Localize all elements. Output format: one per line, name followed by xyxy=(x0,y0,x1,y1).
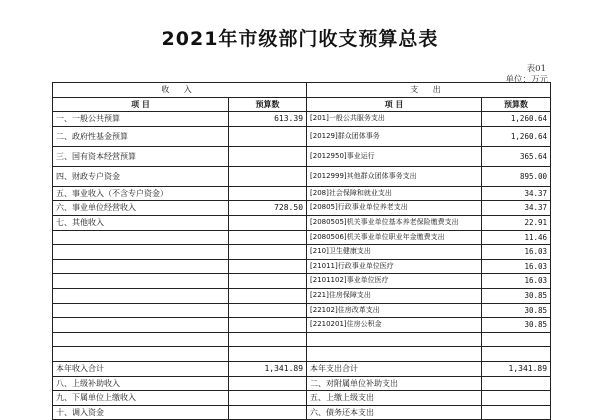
page-title: 2021年市级部门收支预算总表 xyxy=(161,28,439,50)
expense-label xyxy=(307,332,482,347)
table-row xyxy=(53,215,551,230)
income-label xyxy=(53,259,229,274)
income-amount xyxy=(229,288,307,303)
table-row xyxy=(53,274,551,289)
income-label: 五、事业收入（不含专户资金） xyxy=(53,186,229,201)
income-item-header: 项 目 xyxy=(53,97,229,112)
expense-amount: 895.00 xyxy=(482,166,551,186)
expense-amount: 16.03 xyxy=(482,274,551,289)
expense-amount: 34.37 xyxy=(482,201,551,216)
income-label xyxy=(53,303,229,318)
expense-label xyxy=(307,347,482,362)
income-amount xyxy=(229,376,307,391)
expense-label: [20805]行政事业单位养老支出 xyxy=(307,201,482,216)
table-row xyxy=(53,376,551,391)
income-label: 四、财政专户资金 xyxy=(53,166,229,186)
income-amount xyxy=(229,186,307,201)
expense-amount: 11.46 xyxy=(482,230,551,245)
table-row xyxy=(53,245,551,260)
expense-label: [2101102]事业单位医疗 xyxy=(307,274,482,289)
expense-amount-header: 预算数 xyxy=(482,97,551,112)
table-row xyxy=(53,201,551,216)
expense-amount: 22.91 xyxy=(482,215,551,230)
expense-label: [208]社会保障和就业支出 xyxy=(307,186,482,201)
income-label: 二、政府性基金预算 xyxy=(53,126,229,146)
totals-row xyxy=(53,361,551,376)
unit-label: 单位：万元 xyxy=(505,75,548,85)
table-row xyxy=(53,259,551,274)
income-total-amount: 1,341.89 xyxy=(229,361,307,376)
income-amount xyxy=(229,230,307,245)
income-amount xyxy=(229,215,307,230)
expense-amount: 16.03 xyxy=(482,245,551,260)
expense-item-header: 项 目 xyxy=(307,97,482,112)
expense-amount xyxy=(482,376,551,391)
expense-label: [2080506]机关事业单位职业年金缴费支出 xyxy=(307,230,482,245)
income-label: 六、事业单位经营收入 xyxy=(53,201,229,216)
income-amount: 728.50 xyxy=(229,201,307,216)
expense-label: [2012950]事业运行 xyxy=(307,146,482,166)
expense-label: 二、对附属单位补助支出 xyxy=(307,376,482,391)
income-amount xyxy=(229,405,307,420)
income-total-label: 本年收入合计 xyxy=(53,361,229,376)
income-amount xyxy=(229,347,307,362)
income-label: 十、调入资金 xyxy=(53,405,229,420)
form-number: 表01 xyxy=(526,64,546,74)
column-header-row xyxy=(53,97,551,112)
table-row xyxy=(53,391,551,406)
expense-amount: 1,260.64 xyxy=(482,126,551,146)
income-label: 三、国有资本经营预算 xyxy=(53,146,229,166)
income-label xyxy=(53,274,229,289)
expense-label: [20129]群众团体事务 xyxy=(307,126,482,146)
table-row xyxy=(53,405,551,420)
income-amount xyxy=(229,245,307,260)
expense-amount: 30.85 xyxy=(482,318,551,333)
expense-total-amount: 1,341.89 xyxy=(482,361,551,376)
expense-label: 五、上缴上级支出 xyxy=(307,391,482,406)
income-label xyxy=(53,318,229,333)
income-amount xyxy=(229,146,307,166)
income-amount xyxy=(229,166,307,186)
income-label xyxy=(53,347,229,362)
income-amount xyxy=(229,391,307,406)
expense-label: [22102]住房改革支出 xyxy=(307,303,482,318)
expense-label: [2210201]住房公积金 xyxy=(307,318,482,333)
expense-amount: 16.03 xyxy=(482,259,551,274)
expense-label: [21011]行政事业单位医疗 xyxy=(307,259,482,274)
income-amount xyxy=(229,332,307,347)
table-row xyxy=(53,186,551,201)
expense-amount xyxy=(482,391,551,406)
expense-amount xyxy=(482,347,551,362)
expense-section-header: 支 出 xyxy=(307,83,551,98)
income-label xyxy=(53,332,229,347)
expense-label: [2012999]其他群众团体事务支出 xyxy=(307,166,482,186)
table-row xyxy=(53,288,551,303)
table-row xyxy=(53,166,551,186)
income-amount xyxy=(229,303,307,318)
expense-label: 六、债务还本支出 xyxy=(307,405,482,420)
income-label: 一、一般公共预算 xyxy=(53,112,229,127)
income-amount xyxy=(229,318,307,333)
table-row xyxy=(53,303,551,318)
expense-amount: 30.85 xyxy=(482,303,551,318)
table-row xyxy=(53,230,551,245)
expense-amount: 34.37 xyxy=(482,186,551,201)
expense-label: [221]住房保障支出 xyxy=(307,288,482,303)
income-label xyxy=(53,288,229,303)
table-row xyxy=(53,146,551,166)
expense-amount xyxy=(482,332,551,347)
income-amount xyxy=(229,259,307,274)
expense-amount: 1,260.64 xyxy=(482,112,551,127)
expense-amount: 30.85 xyxy=(482,288,551,303)
table-row xyxy=(53,318,551,333)
table-row xyxy=(53,112,551,127)
income-amount: 613.39 xyxy=(229,112,307,127)
budget-table xyxy=(52,82,551,420)
income-label: 七、其他收入 xyxy=(53,215,229,230)
income-amount-header: 预算数 xyxy=(229,97,307,112)
income-label: 八、上级补助收入 xyxy=(53,376,229,391)
income-section-header: 收 入 xyxy=(53,83,307,98)
expense-total-label: 本年支出合计 xyxy=(307,361,482,376)
income-amount xyxy=(229,274,307,289)
table-row xyxy=(53,126,551,146)
income-label: 九、下属单位上缴收入 xyxy=(53,391,229,406)
expense-label: [2080505]机关事业单位基本养老保险缴费支出 xyxy=(307,215,482,230)
income-label xyxy=(53,230,229,245)
expense-label: [201]一般公共服务支出 xyxy=(307,112,482,127)
section-header-row xyxy=(53,83,551,98)
income-amount xyxy=(229,126,307,146)
expense-amount xyxy=(482,405,551,420)
expense-label: [210]卫生健康支出 xyxy=(307,245,482,260)
table-row xyxy=(53,332,551,347)
income-label xyxy=(53,245,229,260)
expense-amount: 365.64 xyxy=(482,146,551,166)
table-row xyxy=(53,347,551,362)
